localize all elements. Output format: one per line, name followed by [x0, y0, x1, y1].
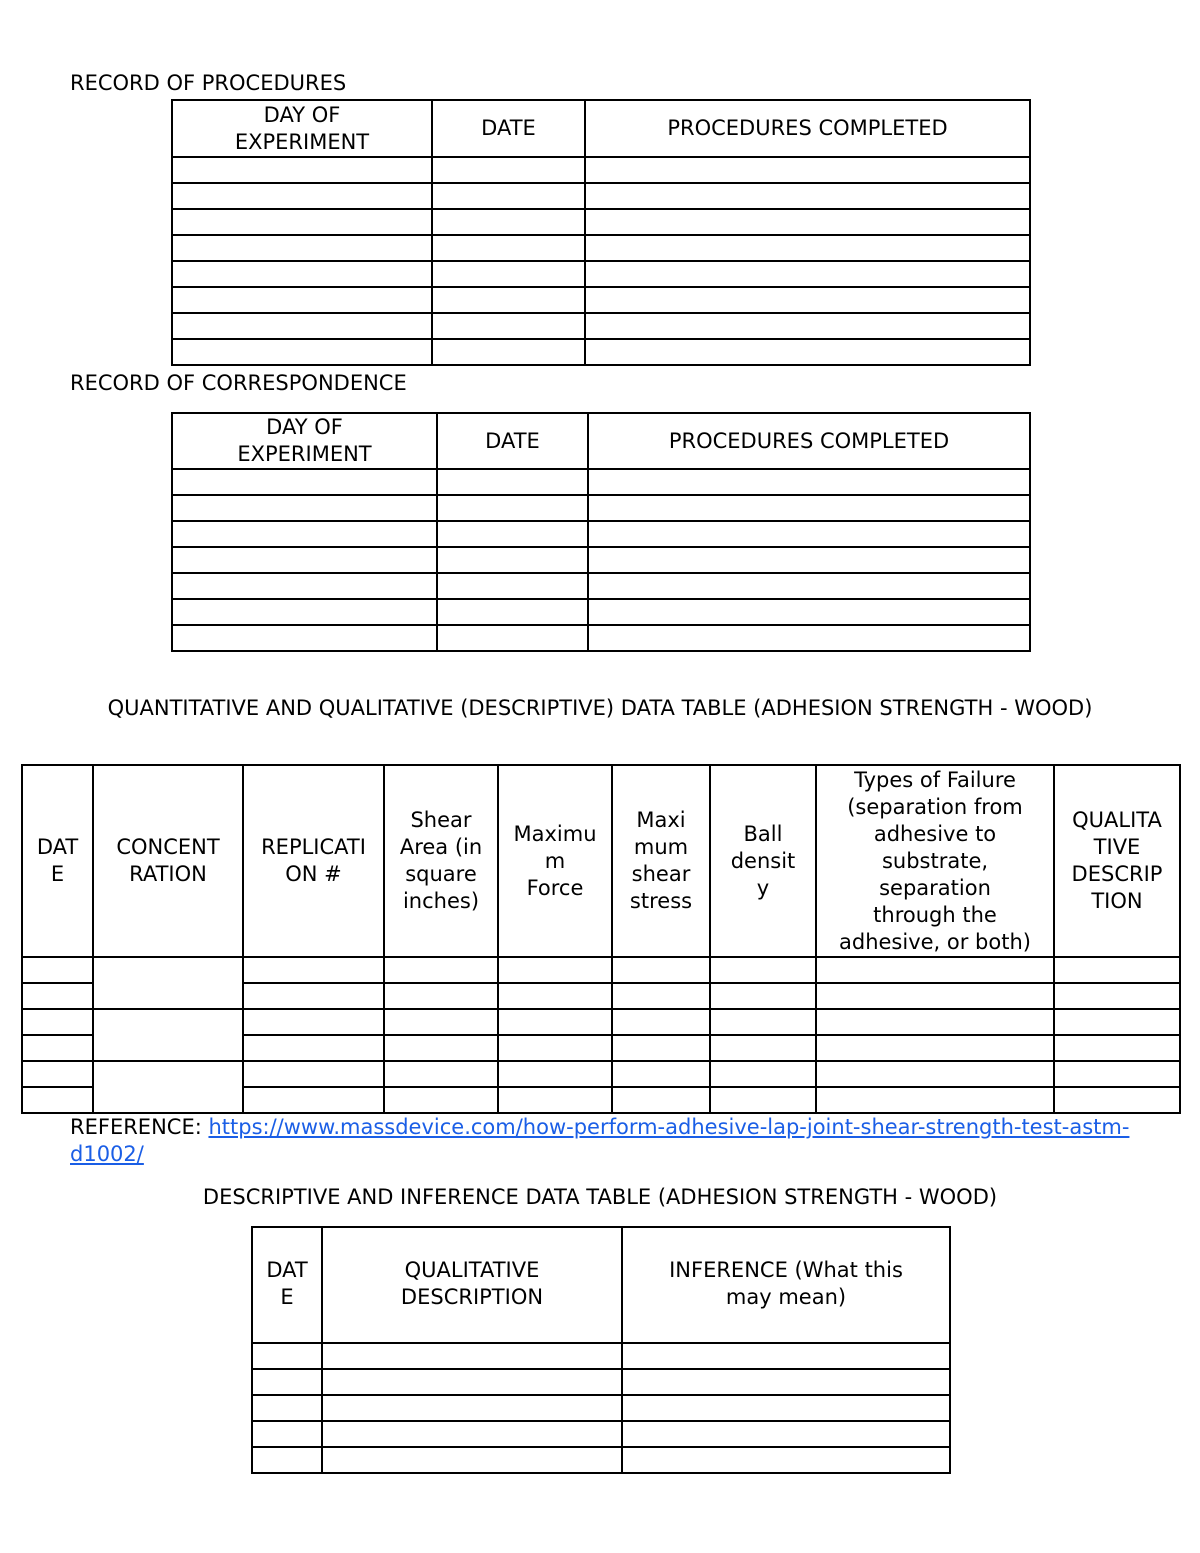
table-cell[interactable] [622, 1369, 950, 1395]
quant-table-title: QUANTITATIVE AND QUALITATIVE (DESCRIPTIVE) DATA TABLE (ADHESION STRENGTH - WOOD) [107, 696, 1093, 720]
table-row [172, 339, 1030, 365]
table-cell[interactable] [612, 1035, 710, 1061]
table-cell[interactable] [585, 183, 1030, 209]
header-concentration: CONCENT RATION [93, 765, 243, 957]
table-cell[interactable] [1054, 1061, 1180, 1087]
table-cell[interactable] [252, 1343, 322, 1369]
table-cell[interactable] [432, 209, 585, 235]
header-ball-density: Ball densit y [710, 765, 816, 957]
table-cell[interactable] [710, 1087, 816, 1113]
table-cell[interactable] [1054, 1087, 1180, 1113]
table-cell[interactable] [588, 521, 1030, 547]
table-cell[interactable] [93, 1009, 243, 1061]
table-cell[interactable] [252, 1395, 322, 1421]
table-cell[interactable] [432, 235, 585, 261]
table-cell[interactable] [612, 957, 710, 983]
table-cell[interactable] [588, 469, 1030, 495]
table-cell[interactable] [22, 1061, 93, 1087]
table-cell[interactable] [622, 1343, 950, 1369]
table-cell[interactable] [588, 547, 1030, 573]
table-cell[interactable] [322, 1369, 622, 1395]
table-cell[interactable] [498, 983, 612, 1009]
table-cell[interactable] [816, 1061, 1054, 1087]
table-row [172, 495, 1030, 521]
table-cell[interactable] [172, 235, 432, 261]
table-row [252, 1447, 950, 1473]
header-inference: INFERENCE (What this may mean) [622, 1227, 950, 1343]
table-cell[interactable] [172, 495, 437, 521]
table-cell[interactable] [93, 1061, 243, 1113]
table-row [252, 1421, 950, 1447]
header-date: DATE [437, 413, 588, 469]
table-cell[interactable] [172, 625, 437, 651]
table-cell[interactable] [243, 957, 384, 983]
table-cell[interactable] [437, 547, 588, 573]
table-cell[interactable] [252, 1369, 322, 1395]
table-cell[interactable] [243, 1061, 384, 1087]
table-row [172, 469, 1030, 495]
table-cell[interactable] [585, 339, 1030, 365]
table-cell[interactable] [172, 183, 432, 209]
table-cell[interactable] [588, 599, 1030, 625]
table-cell[interactable] [1054, 957, 1180, 983]
table-cell[interactable] [437, 599, 588, 625]
table-cell[interactable] [498, 1009, 612, 1035]
table-cell[interactable] [1054, 983, 1180, 1009]
quant-data-table [21, 764, 1181, 1114]
table-cell[interactable] [585, 235, 1030, 261]
reference-line [70, 1114, 1130, 1168]
table-cell[interactable] [816, 983, 1054, 1009]
table-cell[interactable] [588, 495, 1030, 521]
table-cell[interactable] [322, 1447, 622, 1473]
header-date: DAT E [22, 765, 93, 957]
correspondence-table [171, 412, 1031, 652]
table-cell[interactable] [816, 1087, 1054, 1113]
table-cell[interactable] [437, 521, 588, 547]
table-row [172, 521, 1030, 547]
table-cell[interactable] [710, 1061, 816, 1087]
table-cell[interactable] [432, 183, 585, 209]
table-cell[interactable] [816, 1035, 1054, 1061]
table-cell[interactable] [322, 1395, 622, 1421]
table-cell[interactable] [498, 957, 612, 983]
table-cell[interactable] [172, 339, 432, 365]
inference-data-table [251, 1226, 951, 1474]
table-row [172, 235, 1030, 261]
inference-table-title: DESCRIPTIVE AND INFERENCE DATA TABLE (ADHESION STRENGTH - WOOD) [202, 1185, 998, 1209]
header-date: DATE [432, 100, 585, 157]
table-cell[interactable] [432, 339, 585, 365]
table-cell[interactable] [384, 1035, 498, 1061]
table-cell[interactable] [172, 157, 432, 183]
table-cell[interactable] [622, 1447, 950, 1473]
table-row [172, 573, 1030, 599]
table-cell[interactable] [93, 957, 243, 1009]
table-cell[interactable] [585, 209, 1030, 235]
table-cell[interactable] [816, 957, 1054, 983]
table-cell[interactable] [585, 313, 1030, 339]
table-cell[interactable] [172, 469, 437, 495]
table-cell[interactable] [622, 1395, 950, 1421]
header-qualitative-description: QUALITA TIVE DESCRIP TION [1054, 765, 1180, 957]
table-cell[interactable] [322, 1421, 622, 1447]
table-cell[interactable] [1054, 1035, 1180, 1061]
table-cell[interactable] [612, 1009, 710, 1035]
table-cell[interactable] [384, 957, 498, 983]
table-row [172, 313, 1030, 339]
table-cell[interactable] [172, 573, 437, 599]
table-cell[interactable] [588, 625, 1030, 651]
table-cell[interactable] [612, 1061, 710, 1087]
table-row [252, 1343, 950, 1369]
table-cell[interactable] [622, 1421, 950, 1447]
table-cell[interactable] [172, 599, 437, 625]
table-cell[interactable] [612, 983, 710, 1009]
table-header-row [172, 413, 1030, 469]
table-row [172, 157, 1030, 183]
header-date: DAT E [252, 1227, 322, 1343]
table-cell[interactable] [432, 287, 585, 313]
table-cell[interactable] [432, 261, 585, 287]
table-cell[interactable] [243, 1087, 384, 1113]
table-cell[interactable] [437, 573, 588, 599]
table-cell[interactable] [816, 1009, 1054, 1035]
table-row [172, 261, 1030, 287]
header-procedures-completed: PROCEDURES COMPLETED [585, 100, 1030, 157]
header-shear-area: Shear Area (in square inches) [384, 765, 498, 957]
table-row [172, 287, 1030, 313]
table-header-row [252, 1227, 950, 1343]
table-cell[interactable] [384, 983, 498, 1009]
table-row [252, 1369, 950, 1395]
table-row [252, 1395, 950, 1421]
table-cell[interactable] [498, 1061, 612, 1087]
table-cell[interactable] [498, 1087, 612, 1113]
table-cell[interactable] [22, 1087, 93, 1113]
table-cell[interactable] [710, 983, 816, 1009]
table-cell[interactable] [172, 209, 432, 235]
table-cell[interactable] [243, 983, 384, 1009]
table-cell[interactable] [1054, 1009, 1180, 1035]
table-cell[interactable] [322, 1343, 622, 1369]
correspondence-title: RECORD OF CORRESPONDENCE [70, 371, 407, 395]
header-maximum-force: Maximu m Force [498, 765, 612, 957]
table-cell[interactable] [172, 313, 432, 339]
table-cell[interactable] [22, 1009, 93, 1035]
table-row [172, 599, 1030, 625]
table-cell[interactable] [172, 287, 432, 313]
table-row [22, 1061, 1180, 1087]
table-cell[interactable] [710, 957, 816, 983]
table-cell[interactable] [437, 625, 588, 651]
header-maximum-shear-stress: Maxi mum shear stress [612, 765, 710, 957]
table-cell[interactable] [252, 1447, 322, 1473]
table-cell[interactable] [432, 157, 585, 183]
table-cell[interactable] [172, 521, 437, 547]
table-row [172, 547, 1030, 573]
table-cell[interactable] [252, 1421, 322, 1447]
table-cell[interactable] [172, 261, 432, 287]
table-row [22, 957, 1180, 983]
table-cell[interactable] [588, 573, 1030, 599]
table-cell[interactable] [437, 495, 588, 521]
procedures-title: RECORD OF PROCEDURES [70, 71, 347, 95]
header-day-of-experiment: DAY OF EXPERIMENT [172, 100, 432, 157]
table-cell[interactable] [432, 313, 585, 339]
table-cell[interactable] [22, 983, 93, 1009]
table-cell[interactable] [585, 261, 1030, 287]
table-cell[interactable] [243, 1035, 384, 1061]
table-row [172, 625, 1030, 651]
table-cell[interactable] [22, 1035, 93, 1061]
header-types-of-failure: Types of Failure (separation from adhesive to substrate, separation through the adhesive, or both) [816, 765, 1054, 957]
reference-link[interactable]: https://www.massdevice.com/how-perform-adhesive-lap-joint-shear-strength-test-astm-d1002/ [70, 1115, 1130, 1166]
table-cell[interactable] [384, 1009, 498, 1035]
header-procedures-completed: PROCEDURES COMPLETED [588, 413, 1030, 469]
header-day-of-experiment: DAY OF EXPERIMENT [172, 413, 437, 469]
table-cell[interactable] [710, 1035, 816, 1061]
header-qualitative-description: QUALITATIVE DESCRIPTION [322, 1227, 622, 1343]
header-replication: REPLICATI ON # [243, 765, 384, 957]
reference-label: REFERENCE: [70, 1115, 209, 1139]
table-cell[interactable] [243, 1009, 384, 1035]
table-cell[interactable] [585, 157, 1030, 183]
table-cell[interactable] [585, 287, 1030, 313]
table-header-row [22, 765, 1180, 957]
table-cell[interactable] [384, 1087, 498, 1113]
procedures-table [171, 99, 1031, 366]
table-cell[interactable] [710, 1009, 816, 1035]
table-cell[interactable] [437, 469, 588, 495]
table-row [22, 1009, 1180, 1035]
table-cell[interactable] [384, 1061, 498, 1087]
table-row [172, 209, 1030, 235]
table-header-row [172, 100, 1030, 157]
table-cell[interactable] [22, 957, 93, 983]
table-cell[interactable] [172, 547, 437, 573]
table-row [172, 183, 1030, 209]
table-cell[interactable] [498, 1035, 612, 1061]
table-cell[interactable] [612, 1087, 710, 1113]
